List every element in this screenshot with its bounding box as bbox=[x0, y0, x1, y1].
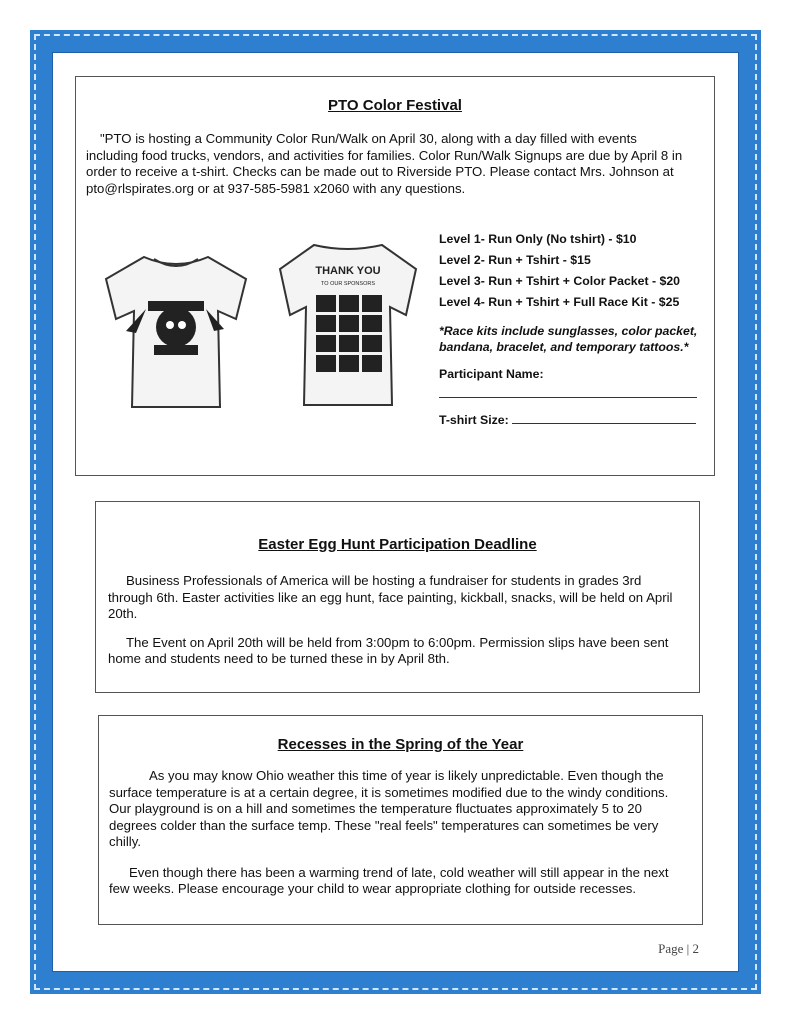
tshirt-size-label: T-shirt Size: bbox=[439, 413, 509, 427]
sponsor-logo-box bbox=[362, 315, 382, 332]
recess-section bbox=[98, 715, 703, 925]
participant-name-line[interactable] bbox=[439, 397, 697, 398]
tshirt-front-image bbox=[96, 249, 256, 414]
sponsor-logo-box bbox=[339, 355, 359, 372]
sponsor-logo-box bbox=[339, 315, 359, 332]
sponsor-logo-box bbox=[362, 355, 382, 372]
sponsor-logo-box bbox=[362, 295, 382, 312]
tshirt-size-line[interactable] bbox=[512, 423, 696, 424]
participant-name-label: Participant Name: bbox=[439, 367, 544, 381]
sponsor-logo-box bbox=[339, 335, 359, 352]
recess-title: Recesses in the Spring of the Year bbox=[277, 736, 524, 753]
shirt-back-subtext: TO OUR SPONSORS bbox=[321, 281, 375, 287]
easter-paragraph-2: The Event on April 20th will be held from 3:00pm to 6:00pm. Permission slips have been sent home and students need to be turned these in by April 8th. bbox=[108, 634, 669, 666]
sponsor-logo-box bbox=[339, 295, 359, 312]
easter-paragraph-1: Business Professionals of America will be hosting a fundraiser for students in grades 3rd through 6th. Easter activities like an egg hunt, face painting, kickball, snacks, will be held on April 20th. bbox=[108, 573, 673, 621]
pto-title: PTO Color Festival bbox=[328, 97, 462, 114]
race-kit-note: *Race kits include sunglasses, color packet, bandana, bracelet, and temporary tattoos.* bbox=[439, 324, 698, 354]
price-levels bbox=[439, 232, 704, 427]
sponsor-logo-box bbox=[316, 315, 336, 332]
sponsor-logo-box bbox=[316, 295, 336, 312]
level-3: Level 3- Run + Tshirt + Color Packet - $20 bbox=[439, 274, 681, 288]
recess-paragraph-1: As you may know Ohio weather this time of year is likely unpredictable. Even though the surface temperature is at a certain degree, it is sometimes modified due to the windy conditions. Our playground is on a hill and sometimes the temperature fluctuates approximately 5 to 20 degrees colder than the surface temp. These "real feels" temperatures can sometimes be very chilly. bbox=[109, 768, 669, 849]
easter-title: Easter Egg Hunt Participation Deadline bbox=[258, 536, 537, 553]
sponsor-logo-box bbox=[316, 355, 336, 372]
sponsor-logo-box bbox=[362, 335, 382, 352]
shirt-back-text: THANK YOU bbox=[315, 265, 381, 277]
sponsor-logo-box bbox=[316, 335, 336, 352]
page-number: Page | 2 bbox=[658, 941, 699, 956]
level-2: Level 2- Run + Tshirt - $15 bbox=[439, 253, 591, 267]
pto-color-festival-section bbox=[75, 76, 715, 476]
level-1: Level 1- Run Only (No tshirt) - $10 bbox=[439, 232, 637, 246]
easter-section bbox=[95, 501, 700, 693]
level-4: Level 4- Run + Tshirt + Full Race Kit - $25 bbox=[439, 295, 680, 309]
pto-body: "PTO is hosting a Community Color Run/Walk on April 30, along with a day filled with events including food trucks, vendors, and activities for families. Color Run/Walk Signups are due by April 8 in order to receive a t-shirt. Checks can be made out to Riverside PTO. Please contact Mrs. Johnson at pto@rlspirates.org or at 937-585-5981 x2060 with any questions. bbox=[86, 131, 683, 196]
recess-paragraph-2: Even though there has been a warming trend of late, cold weather will still appear in the next few weeks. Please encourage your child to wear appropriate clothing for outside recesses. bbox=[109, 864, 669, 896]
tshirt-back-image bbox=[266, 237, 431, 412]
